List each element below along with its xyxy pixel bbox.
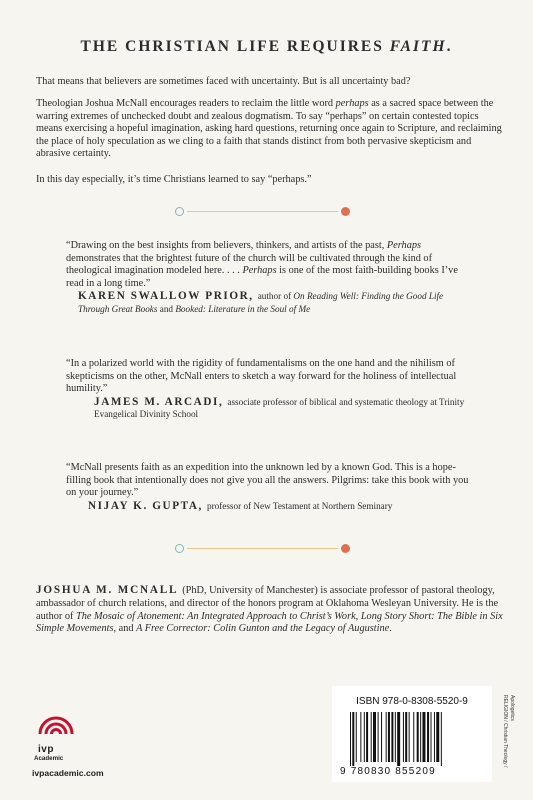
publisher-logo [30, 706, 140, 776]
endorsement-3 [66, 462, 476, 512]
endorsement-1 [66, 240, 476, 315]
headline-emphasis: FAITH [389, 38, 447, 55]
endorser-name: NIJAY K. GUPTA, [88, 499, 203, 512]
intro-p2-text: Theologian Joshua McNall encourages readers to reclaim the little word [36, 98, 336, 109]
circle-outline-icon [175, 544, 184, 553]
bisac-line-2: Apologetics [509, 695, 515, 721]
headline-end: . [446, 38, 453, 55]
author-name: JOSHUA M. MCNALL [36, 584, 179, 596]
barcode-number: 9 780830 855209 [340, 766, 436, 777]
endorsement-attribution [66, 500, 476, 512]
circle-outline-icon [175, 207, 184, 216]
book-title: The Mosaic of Atonement: An Integrated Approach to Christ’s Work [76, 610, 356, 622]
endorsement-attribution [66, 290, 476, 314]
endorser-affiliation: author of On Reading Well: Finding the Good Life Through Great Books and Booked: Literature in the Soul of Me [78, 291, 444, 314]
book-title: A Free Corrector: Colin Gunton and the Legacy of Augustine [136, 623, 390, 635]
intro-paragraph-2 [36, 98, 504, 161]
author-bio: JOSHUA M. MCNALL (PhD, University of Manchester) is associate professor of pastoral theology, ambassador of church relations, and director of the honors program at Oklahoma Wesleyan University. He is the author of The Mosaic of Atonement: An Integrated Approach to Christ’s Work, Long Story Short: The Bible in Six Simple Movements, and A Free Corrector: Colin Gunton and the Legacy of Augustine. [36, 584, 503, 635]
intro-paragraph-3: In this day especially, it’s time Christians learned to say “perhaps.” [36, 174, 312, 185]
isbn-label: ISBN 978-0-8308-5520-9 [356, 696, 468, 707]
intro-paragraph-1: That means that believers are sometimes faced with uncertainty. But is all uncertainty bad? [36, 76, 411, 87]
circle-filled-icon [341, 544, 350, 553]
logo-subtitle: Academic [34, 755, 64, 762]
barcode-icon [350, 712, 474, 766]
ivp-logo-icon [36, 708, 76, 744]
endorser-affiliation: professor of New Testament at Northern Seminary [206, 500, 393, 511]
logo-wordmark: ivp [38, 744, 54, 755]
ornament-divider-top [175, 205, 350, 219]
endorsement-text: “Drawing on the best insights from believers, thinkers, and artists of the past, Perhaps demonstrates that the brightest future of the church will be cultivated through the kind of theological imagination modeled here. . . . Perhaps is one of the most faith-building books I’ve read in a long time.” [66, 240, 458, 289]
intro-p2-text-rest: as a sacred space between the warring extremes of unchecked doubt and zealous dogmatism. To say “perhaps” on certain contested topics means exercising a hopeful imagination, asking hard questions, returning once again to Scripture, and reclaiming the place of holy speculation as we cling to a faith that stands distinct from both pervasive skepticism and abrasive certainty. [36, 98, 502, 160]
publisher-url[interactable]: ivpacademic.com [32, 768, 104, 778]
divider-line [187, 211, 338, 212]
endorsement-text: “In a polarized world with the rigidity of fundamentalisms on the one hand and the nihilism of skepticisms on the other, McNall enters to sketch a way forward for the holiness of intellectual humility.” [66, 358, 457, 395]
endorser-affiliation: associate professor of biblical and systematic theology at Trinity Evangelical Divinity School [94, 396, 465, 419]
endorser-name: JAMES M. ARCADI, [94, 395, 224, 408]
barcode-panel [332, 686, 492, 782]
ornament-divider-bottom [175, 542, 350, 556]
intro-p2-emphasis: perhaps [335, 98, 369, 109]
headline-text: THE CHRISTIAN LIFE REQUIRES [80, 38, 390, 55]
bisac-category [496, 695, 526, 785]
endorsement-attribution [66, 396, 476, 420]
endorser-name: KAREN SWALLOW PRIOR, [78, 290, 254, 303]
divider-line [187, 548, 338, 549]
bisac-line-1: RELIGION / Christian Theology / [502, 695, 508, 768]
endorsement-2 [66, 358, 476, 420]
endorsement-text: “McNall presents faith as an expedition into the unknown led by a known God. This is a hope-filling book that intentionally does not give you all the answers. Pilgrims: take this book with you on your journey.” [66, 462, 469, 499]
book-title: Long Story Short: The Bible in Six Simple Movements [36, 610, 503, 635]
headline [0, 38, 533, 56]
circle-filled-icon [341, 207, 350, 216]
